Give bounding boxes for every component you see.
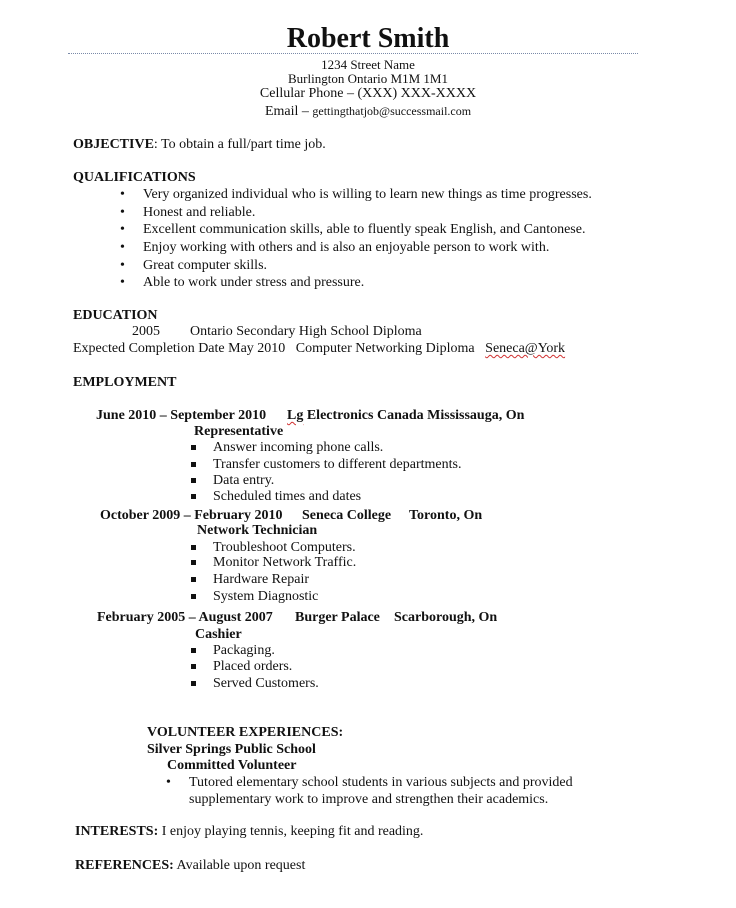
volunteer-heading: VOLUNTEER EXPERIENCES: — [147, 725, 344, 740]
references-text: Available upon request — [173, 858, 306, 873]
address-line-2: Burlington Ontario M1M 1M1 — [288, 71, 448, 86]
references-heading: REFERENCES: — [75, 858, 174, 873]
education-diploma-1: Ontario Secondary High School Diploma — [190, 324, 422, 339]
bullet-icon: • — [120, 275, 125, 290]
job-location: Toronto, On — [409, 508, 483, 523]
header-divider — [68, 53, 638, 54]
objective-heading: OBJECTIVE — [73, 137, 154, 152]
address-line-1: 1234 Street Name — [321, 57, 415, 72]
square-bullet-icon — [191, 445, 196, 450]
education-diploma-2: Expected Completion Date May 2010 Computer Networking Diploma — [73, 341, 475, 356]
volunteer-organization: Silver Springs Public School — [147, 742, 316, 757]
square-bullet-icon — [191, 594, 196, 599]
interests-text: I enjoy playing tennis, keeping fit and reading. — [158, 824, 424, 839]
bullet-icon: • — [120, 222, 125, 237]
job-location: Scarborough, On — [394, 610, 498, 625]
education-line-2 — [73, 340, 565, 357]
bullet-icon: • — [120, 187, 125, 202]
bullet-icon: • — [120, 205, 125, 220]
job-company: Burger Palace — [295, 610, 380, 625]
job-title: Cashier — [195, 627, 242, 642]
square-bullet-icon — [191, 478, 196, 483]
objective-text: : To obtain a full/part time job. — [153, 137, 326, 152]
bullet-icon: • — [166, 775, 171, 790]
square-bullet-icon — [191, 648, 196, 653]
job-dates: June 2010 – September 2010 — [96, 408, 267, 423]
email-label: Email – — [264, 104, 313, 119]
candidate-name: Robert Smith — [286, 23, 450, 54]
interests-heading: INTERESTS: — [75, 824, 159, 839]
job-dates: October 2009 – February 2010 — [100, 508, 283, 523]
qualifications-heading: QUALIFICATIONS — [73, 170, 196, 185]
education-year: 2005 — [132, 324, 160, 339]
job-title: Representative — [194, 424, 284, 439]
square-bullet-icon — [191, 664, 196, 669]
email-address: gettingthatjob@successmail.com — [312, 104, 472, 118]
email-line — [0, 103, 736, 120]
phone-line: Cellular Phone – (XXX) XXX-XXXX — [259, 86, 477, 101]
job-title: Network Technician — [197, 523, 318, 538]
employment-heading: EMPLOYMENT — [73, 375, 177, 390]
square-bullet-icon — [191, 462, 196, 467]
bullet-icon: • — [120, 258, 125, 273]
job-company: Seneca College — [302, 508, 392, 523]
square-bullet-icon — [191, 545, 196, 550]
resume-page: Robert Smith 1234 Street Name Burlington Ontario M1M 1M1 Cellular Phone – (XXX) XXX-XXXX Email – gettingthatjob@successmail.com OBJECTIVE: To obtain a full/part time job. QUALIFICATIONS • Very organized individual who is willing to learn new things as time progresses. • Honest and reliable. • Excellent communication skills, able to fluently speak English, and Cantonese. • Enjoy working with others and is also an enjoyable person to work with. • Great computer skills. • Able to work under stress and pressure. EDUCATION 2005 Ontario Secondary High School Diploma Expected Completion Date May 2010 Computer Networking Diploma Seneca@York EMPLOYMENT June 2010 – September 2010 Lg Electronics Canada Mississauga, On Representative Answer incoming phone calls. Transfer customers to different departments. Data entry. Scheduled times and dates October 2009 – February 2010 Seneca College Toronto, On Network Technician Troubleshoot Computers. Monitor Network Traffic. Hardware Repair System Diagnostic February 2005 – August 2007 Burger Palace Scarborough, On Cashier Packaging. Placed orders. Served Customers. VOLUNTEER EXPERIENCES: Silver Springs Public School Committed Volunteer • Tutored elementary school students in various subjects and provided supplementary work to improve and strengthen their academics. INTERESTS: I enjoy playing tennis, keeping fit and reading. REFERENCES: Available upon request — [0, 0, 736, 908]
interests-section — [75, 823, 423, 840]
education-school-2: Seneca@York — [485, 341, 566, 356]
bullet-icon: • — [120, 240, 125, 255]
references-section — [75, 857, 305, 874]
square-bullet-icon — [191, 560, 196, 565]
job-company: Lg Electronics Canada Mississauga, On — [287, 408, 525, 423]
square-bullet-icon — [191, 577, 196, 582]
square-bullet-icon — [191, 494, 196, 499]
job-dates: February 2005 – August 2007 — [97, 610, 273, 625]
education-heading: EDUCATION — [73, 308, 158, 323]
square-bullet-icon — [191, 681, 196, 686]
volunteer-role: Committed Volunteer — [167, 758, 297, 773]
objective-section — [73, 136, 326, 153]
